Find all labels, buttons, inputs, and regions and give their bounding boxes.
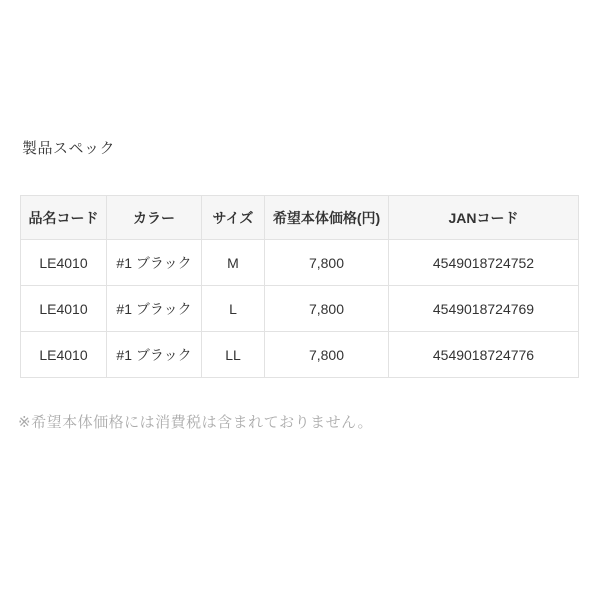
- table-cell: #1 ブラック: [107, 332, 202, 378]
- table-cell: #1 ブラック: [107, 240, 202, 286]
- spec-table-header-row: [21, 196, 579, 240]
- table-row: [21, 240, 579, 286]
- column-header: 希望本体価格(円): [265, 196, 389, 240]
- product-spec-table: [20, 195, 579, 378]
- spec-table-body: [21, 240, 579, 378]
- spec-table-container: [20, 195, 578, 378]
- table-cell: 4549018724752: [389, 240, 579, 286]
- table-cell: 4549018724776: [389, 332, 579, 378]
- tax-disclaimer-note: ※希望本体価格には消費税は含まれておりません。: [18, 414, 373, 431]
- column-header: サイズ: [202, 196, 265, 240]
- column-header: JANコード: [389, 196, 579, 240]
- table-cell: LE4010: [21, 332, 107, 378]
- table-cell: M: [202, 240, 265, 286]
- table-row: [21, 286, 579, 332]
- spec-table-head: [21, 196, 579, 240]
- table-cell: LE4010: [21, 286, 107, 332]
- section-title: 製品スペック: [22, 140, 116, 157]
- table-cell: 7,800: [265, 332, 389, 378]
- table-cell: L: [202, 286, 265, 332]
- table-cell: LL: [202, 332, 265, 378]
- table-cell: 7,800: [265, 240, 389, 286]
- table-cell: #1 ブラック: [107, 286, 202, 332]
- table-cell: 4549018724769: [389, 286, 579, 332]
- table-cell: LE4010: [21, 240, 107, 286]
- column-header: カラー: [107, 196, 202, 240]
- table-cell: 7,800: [265, 286, 389, 332]
- table-row: [21, 332, 579, 378]
- column-header: 品名コード: [21, 196, 107, 240]
